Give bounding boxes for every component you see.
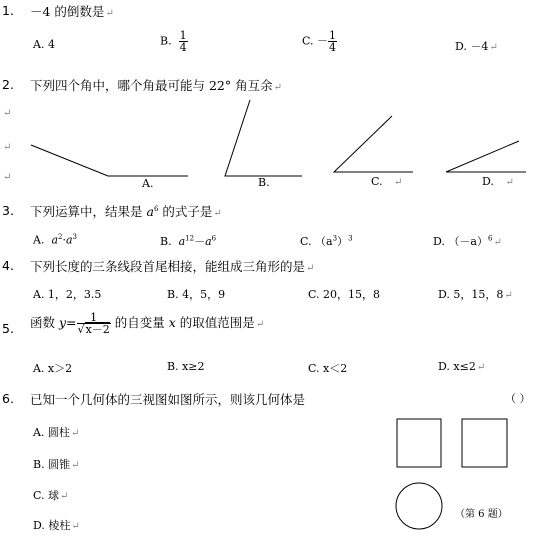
q4-text: 下列长度的三条线段首尾相接，能组成三角形的是↵ — [30, 259, 315, 274]
q4-number: 4. — [2, 258, 14, 273]
q6-figure-caption: （第 6 题） — [455, 509, 508, 520]
q3-option-b: B. $a^{12}-a^6$ — [160, 234, 217, 248]
q6-answer-blank: （ ） — [505, 392, 531, 405]
q2-number: 2. — [2, 77, 14, 92]
q1-number: 1. — [2, 3, 14, 18]
q4-option-d: D. 5，15，8↵ — [438, 288, 513, 301]
front-view-square — [397, 419, 441, 467]
q1-option-a: A. 4 — [33, 38, 55, 51]
q5-text: 函数 y= $\frac{1}{√x-2}$ 的自变量 x 的取值范围是↵ — [30, 311, 265, 336]
q3-text: 下列运算中，结果是 $a^6$ 的式子是↵ — [30, 204, 222, 219]
angle-b — [225, 100, 302, 176]
q2-text: 下列四个角中，哪个角最可能与 22° 角互余↵ — [30, 78, 282, 93]
q4-option-c: C. 20，15，8 — [308, 288, 381, 301]
return-mark: ↵ — [3, 172, 12, 183]
side-view-square — [462, 419, 507, 467]
top-view-circle — [396, 483, 442, 529]
q1-text: －4 的倒数是↵ — [30, 4, 114, 19]
q4-option-a: A. 1，2，3.5 — [33, 288, 102, 301]
q2-label-a: A. — [142, 177, 154, 190]
q5-option-a: A. x＞2 — [33, 362, 73, 375]
q6-option-c: C. 球↵ — [33, 489, 69, 502]
q3-option-d: D. $(-a)^6↵$ — [433, 234, 502, 248]
q2-label-c: C. ↵ — [371, 175, 403, 188]
angle-c — [334, 116, 413, 172]
q6-option-a: A. 圆柱↵ — [33, 426, 80, 439]
angle-d — [446, 141, 526, 172]
angle-a — [31, 145, 188, 176]
q6-text: 已知一个几何体的三视图如图所示，则该几何体是 — [30, 392, 306, 407]
q2-label-b: B. — [258, 176, 270, 189]
q5-option-c: C. x＜2 — [308, 362, 348, 375]
q5-option-d: D. x≤2↵ — [438, 360, 486, 373]
return-mark: ↵ — [3, 108, 12, 119]
q5-option-b: B. x≥2 — [167, 360, 205, 373]
q1-option-d: D. －4↵ — [455, 40, 498, 53]
q1-option-b: B. $\frac{1}{4}$ — [160, 29, 187, 54]
q5-number: 5. — [2, 321, 14, 336]
q6-option-d: D. 棱柱↵ — [33, 519, 80, 532]
q6-number: 6. — [2, 391, 14, 406]
q2-label-d: D. ↵ — [482, 175, 514, 188]
q1-option-c: C. － $\frac{1}{4}$ — [302, 29, 337, 54]
q6-option-b: B. 圆锥↵ — [33, 458, 80, 471]
q3-option-c: C. $(a^3)^3$ — [300, 234, 353, 248]
q3-number: 3. — [2, 203, 14, 218]
q3-option-a: A. $a^2\cdot a^3$ — [33, 233, 78, 247]
return-mark: ↵ — [3, 142, 12, 153]
q4-option-b: B. 4，5，9 — [167, 288, 226, 301]
